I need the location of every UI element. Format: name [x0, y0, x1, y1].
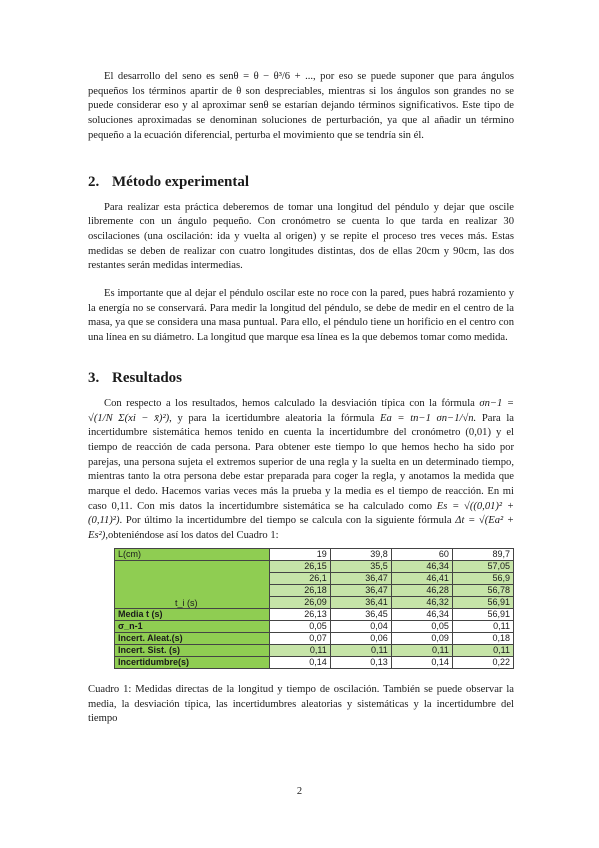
table-cell: 0,07 [269, 632, 330, 644]
table-cell: 56,78 [452, 584, 513, 596]
table-cell: 26,13 [269, 608, 330, 620]
table-cell: 36,41 [330, 596, 391, 608]
text-run: , y para la icertidumbre aleatoria la fórmula [169, 412, 375, 424]
table-cell: 0,14 [269, 656, 330, 668]
page-number: 2 [296, 786, 303, 797]
table-row [115, 620, 514, 632]
table-caption: Cuadro 1: Medidas directas de la longitud y tiempo de oscilación. También se puede observar la media, la desviación típica, las incertidumbres aleatorias y sistemáticas y la incertidumbre del tiempo [88, 683, 514, 725]
formula-dt: Δt = √(Ea² + Es²) [88, 515, 514, 542]
table-row-label: Incert. Sist. (s) [115, 644, 270, 656]
table-cell: 26,1 [269, 572, 330, 584]
text-run: . Por último la incertidumbre del tiempo se calcula con la siguiente fórmula [119, 515, 452, 527]
table-row-label: Incert. Aleat.(s) [115, 632, 270, 644]
section-3-paragraph [88, 397, 514, 544]
table-cell: 26,09 [269, 596, 330, 608]
table-cell: 56,91 [452, 596, 513, 608]
table-cell: 60 [391, 548, 452, 560]
table-cell: 0,05 [391, 620, 452, 632]
table-cell: 46,32 [391, 596, 452, 608]
text-run: Con respecto a los resultados, hemos calculado la desviación típica con la fórmula [104, 397, 475, 409]
table-cell: 26,18 [269, 584, 330, 596]
intro-paragraph: El desarrollo del seno es senθ = θ − θ³/6 + ..., por eso se puede suponer que para ángulos pequeños los términos apartir de θ son despreciables, mientras si los ángulos son grandes no se puede considerar eso y al aproximar senθ se estarían dejando términos significativos. Este tipo de soluciones aproximadas se denominan soluciones de perturbación, ya que al añadir un término pequeño a la ecuación diferencial, perturba el movimiento que se tendría sin él. [88, 71, 514, 141]
table-header-label: L(cm) [115, 548, 270, 560]
table-cell: 89,7 [452, 548, 513, 560]
table-cell: 56,91 [452, 608, 513, 620]
table-cell: 0,11 [330, 644, 391, 656]
table-row [115, 560, 514, 572]
table-cell: 0,05 [269, 620, 330, 632]
formula-ea: Ea = tn−1 σn−1/√n. [379, 412, 477, 424]
section-3-number: 3. [88, 369, 100, 386]
table-row [115, 656, 514, 668]
table-cell: 19 [269, 548, 330, 560]
table-cell: 36,47 [330, 572, 391, 584]
table-ti-label: t_i (s) [115, 560, 270, 608]
table-cell: 26,15 [269, 560, 330, 572]
table-cell: 0,09 [391, 632, 452, 644]
section-2-paragraph-1: Para realizar esta práctica deberemos de tomar una longitud del péndulo y dejar que oscile libremente con un ángulo pequeño. Con cronómetro se cuenta lo que tarda en realizar 30 oscilaciones (una oscilación: ida y vuelta al origen) y se repite el proceso tres veces más. Estas medidas se deben de realizar con cuatro longitudes distintas, dos de ellas 20cm y 90cm, las dos restantes serán medidas intermedias. [88, 201, 514, 272]
table-row [115, 548, 514, 560]
table-cell: 0,14 [391, 656, 452, 668]
table-cell: 36,45 [330, 608, 391, 620]
table-cell: 56,9 [452, 572, 513, 584]
section-3-title: Resultados [112, 369, 183, 386]
table-row-label: σ_n-1 [115, 620, 270, 632]
table-row [115, 644, 514, 656]
table-row-label: Incertidumbre(s) [115, 656, 270, 668]
table-cell: 0,11 [391, 644, 452, 656]
table-row-label: Media t (s) [115, 608, 270, 620]
table-cell: 0,11 [269, 644, 330, 656]
text-run: Para la incertidumbre sistemática hemos tenido en cuenta la incertidumbre del cronómetro (0,01) y el tiempo de reacción de cada persona. Para obtener este tiempo lo que hemos hecho ha sido por parejas, una persona sujeta el extremos superior de una regla y la suelta en un determinado tiempo, mientras tanto la otra persona debe estar preparada para coger la regla, y anotamos la medida que marque el dedo. Hacemos varias veces más la prueba y la media es el tiempo de reacción. En mi caso 0,11. Con mis datos la incertidumbre sistemática se ha calculado como [88, 412, 514, 512]
table-row [115, 632, 514, 644]
formula-sigma: σn−1 = √(1/N Σ(xi − x̄)²) [88, 397, 515, 424]
table-cell: 0,04 [330, 620, 391, 632]
table-cell: 46,34 [391, 608, 452, 620]
table-cell: 0,11 [452, 644, 513, 656]
table-cell: 57,05 [452, 560, 513, 572]
page-content [88, 70, 514, 727]
table-row [115, 608, 514, 620]
table-cell: 0,13 [330, 656, 391, 668]
table-cell: 39,8 [330, 548, 391, 560]
table-cell: 36,47 [330, 584, 391, 596]
table-cell: 35,5 [330, 560, 391, 572]
data-table [114, 548, 514, 669]
table-cell: 0,22 [452, 656, 513, 668]
section-2-number: 2. [88, 173, 100, 190]
table-cell: 0,18 [452, 632, 513, 644]
text-run: ,obteniéndose así los datos del Cuadro 1: [105, 530, 279, 542]
table-cell: 46,28 [391, 584, 452, 596]
table-cell: 46,34 [391, 560, 452, 572]
table-cell: 46,41 [391, 572, 452, 584]
section-2-heading [88, 174, 514, 191]
formula-es: Es = √((0,01)² + (0,11)²) [88, 500, 514, 527]
section-3-heading [88, 370, 514, 387]
section-2-paragraph-2: Es importante que al dejar el péndulo oscilar este no roce con la pared, pues habrá rozamiento y la energía no se conservará. Para medir la longitud del péndulo, se debe de medir en el centro de la masa, ya que se considera una masa puntual. Para ello, el péndulo tiene un horificio en el centro con una línea en su diámetro. La longitud que marque esa línea es la que debemos tomar como medida. [88, 288, 514, 344]
table-cell: 0,06 [330, 632, 391, 644]
section-2-title: Método experimental [112, 173, 250, 190]
table-cell: 0,11 [452, 620, 513, 632]
